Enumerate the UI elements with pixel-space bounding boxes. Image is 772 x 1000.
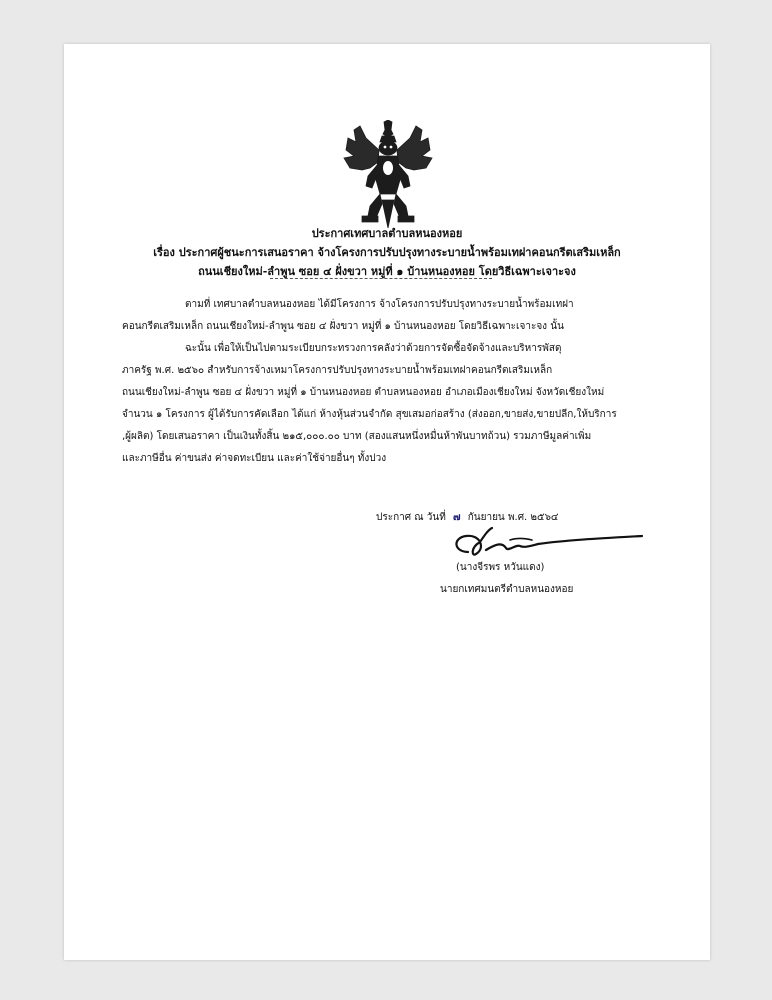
paragraph-2-line: ,ผู้ผลิต) โดยเสนอราคา เป็นเงินทั้งสิ้น ๒๑๕,๐๐๐.๐๐ บาท (สองแสนหนึ่งหมื่นห้าพันบาทถ้วน) รวมภาษีมูลค่าเพิ่ม: [122, 431, 592, 442]
document-page: [64, 44, 710, 960]
announcement-header: [84, 224, 690, 281]
date-day: ๗: [452, 512, 461, 523]
date-prefix: ประกาศ ณ วันที่: [376, 512, 446, 523]
paragraph-2-line: ฉะนั้น เพื่อให้เป็นไปตามระเบียบกระทรวงการคลังว่าด้วยการจัดซื้อจัดจ้างและบริหารพัสดุ: [185, 343, 562, 354]
dashed-divider: [270, 278, 492, 279]
announcement-body: [122, 294, 682, 470]
signature-block: [376, 508, 656, 595]
subject-line: เรื่อง ประกาศผู้ชนะการเสนอราคา จ้างโครงการปรับปรุงทางระบายน้ำพร้อมเทฝาคอนกรีตเสริมเหล็ก: [153, 246, 621, 259]
subject-line-2: ถนนเชียงใหม่-ลำพูน ซอย ๔ ฝั่งขวา หมู่ที่ ๑ บ้านหนองหอย โดยวิธีเฉพาะเจาะจง: [198, 265, 576, 278]
paragraph-1-line: คอนกรีตเสริมเหล็ก ถนนเชียงใหม่-ลำพูน ซอย ๔ ฝั่งขวา หมู่ที่ ๑ บ้านหนองหอย โดยวิธีเฉพาะเจาะจง นั้น: [122, 321, 564, 332]
garuda-emblem: [340, 120, 436, 230]
paragraph-2-line: และภาษีอื่น ค่าขนส่ง ค่าจดทะเบียน และค่าใช้จ่ายอื่นๆ ทั้งปวง: [122, 453, 387, 464]
signer-name: (นางจีรพร หวันแดง): [456, 562, 545, 573]
paragraph-2-line: ถนนเชียงใหม่-ลำพูน ซอย ๔ ฝั่งขวา หมู่ที่ ๑ บ้านหนองหอย ตำบลหนองหอย อำเภอเมืองเชียงใหม่ จังหวัดเชียงใหม่: [122, 387, 605, 398]
signer-position: นายกเทศมนตรีตำบลหนองหอย: [440, 584, 574, 595]
date-rest: กันยายน พ.ศ. ๒๕๖๔: [467, 512, 559, 523]
paragraph-1-line: ตามที่ เทศบาลตำบลหนองหอย ได้มีโครงการ จ้างโครงการปรับปรุงทางระบายน้ำพร้อมเทฝา: [185, 299, 574, 310]
paragraph-2-line: ภาครัฐ พ.ศ. ๒๕๖๐ สำหรับการจ้างเหมาโครงการปรับปรุงทางระบายน้ำพร้อมเทฝาคอนกรีตเสริมเหล็ก: [122, 365, 553, 376]
org-title: ประกาศเทศบาลตำบลหนองหอย: [311, 227, 463, 240]
paragraph-2-line: จำนวน ๑ โครงการ ผู้ได้รับการคัดเลือก ได้แก่ ห้างหุ้นส่วนจำกัด สุขเสมอก่อสร้าง (ส่งออก,ขายส่ง,ขายปลีก,ให้บริการ: [122, 409, 617, 420]
